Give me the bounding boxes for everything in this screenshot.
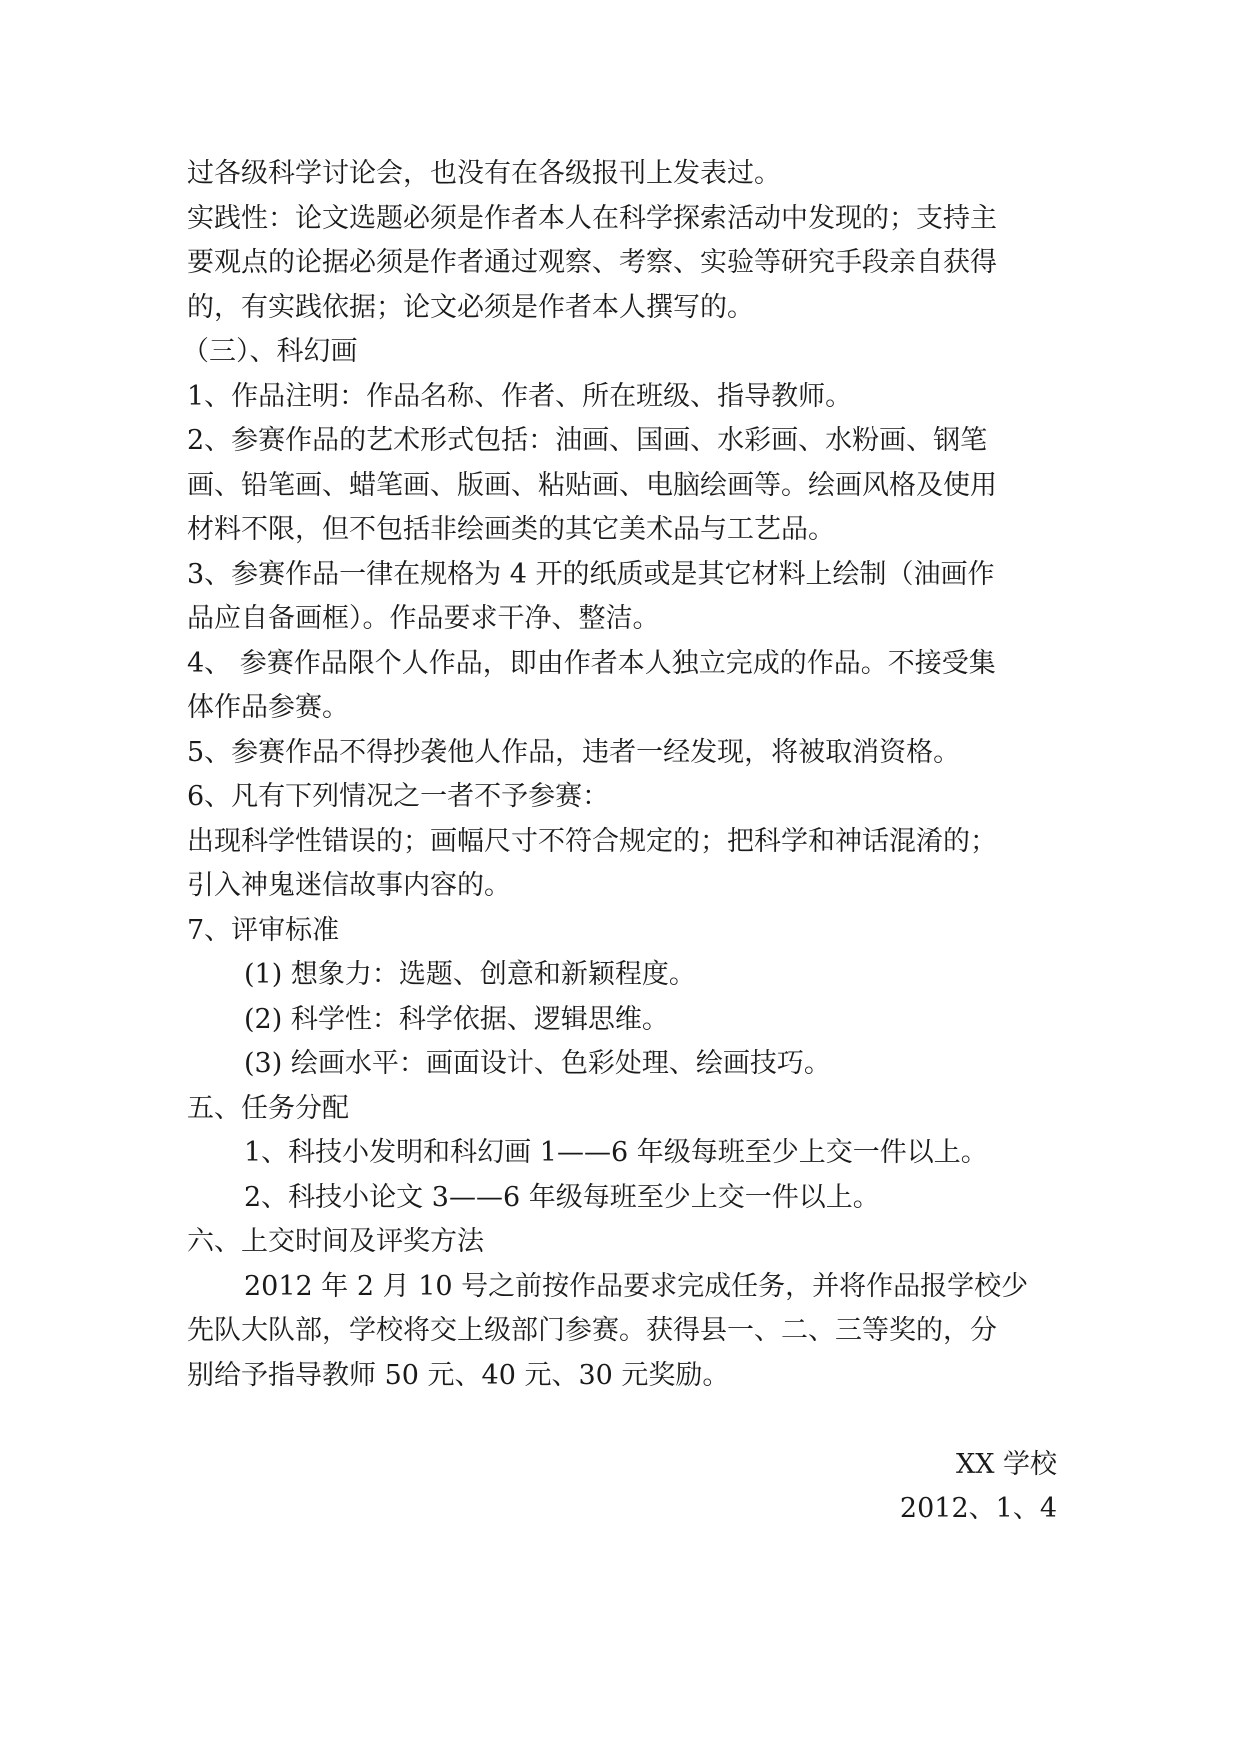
list-item: 3、参赛作品一律在规格为 4 开的纸质或是其它材料上绘制（油画作: [187, 558, 995, 590]
list-item: 4、 参赛作品限个人作品，即由作者本人独立完成的作品。不接受集: [187, 647, 996, 679]
list-item: 2、参赛作品的艺术形式包括：油画、国画、水彩画、水粉画、钢笔: [187, 425, 988, 456]
section-heading-sci-fi-painting: （三）、科幻画: [182, 336, 358, 367]
section-heading-submission: 六、上交时间及评奖方法: [187, 1226, 484, 1257]
paragraph-line: 过各级科学讨论会，也没有在各级报刊上发表过。: [187, 158, 781, 189]
paragraph-line: 的，有实践依据；论文必须是作者本人撰写的。: [187, 291, 754, 323]
list-item: 7、评审标准: [187, 914, 340, 946]
paragraph-line: 体作品参赛。: [187, 692, 349, 723]
list-item: 2、科技小论文 3——6 年级每班至少上交一件以上。: [244, 1181, 880, 1213]
signature-school: XX 学校: [955, 1448, 1057, 1480]
section-heading-task-assignment: 五、任务分配: [187, 1092, 349, 1124]
paragraph-line: 要观点的论据必须是作者通过观察、考察、实验等研究手段亲自获得: [187, 247, 997, 278]
paragraph-line: 品应自备画框）。作品要求干净、整洁。: [187, 603, 660, 634]
paragraph-line: 先队大队部，学校将交上级部门参赛。获得县一、二、三等奖的，分: [187, 1315, 997, 1346]
list-item: 6、凡有下列情况之一者不予参赛：: [187, 781, 610, 812]
list-item: 5、参赛作品不得抄袭他人作品，违者一经发现，将被取消资格。: [187, 736, 961, 768]
criteria-item: (2) 科学性：科学依据、逻辑思维。: [244, 1003, 669, 1035]
paragraph-line: 材料不限，但不包括非绘画类的其它美术品与工艺品。: [187, 514, 835, 545]
paragraph-line: 画、铅笔画、蜡笔画、版画、粘贴画、电脑绘画等。绘画风格及使用: [187, 469, 997, 501]
paragraph-line: 实践性：论文选题必须是作者本人在科学探索活动中发现的；支持主: [187, 202, 997, 234]
criteria-item: (1) 想象力：选题、创意和新颖程度。: [244, 959, 696, 990]
paragraph-line: 别给予指导教师 50 元、40 元、30 元奖励。: [187, 1359, 730, 1391]
blank-line: [187, 1398, 1057, 1443]
signature-date: 2012、1、4: [899, 1493, 1057, 1524]
criteria-item: (3) 绘画水平：画面设计、色彩处理、绘画技巧。: [244, 1048, 831, 1079]
list-item: 1、科技小发明和科幻画 1——6 年级每班至少上交一件以上。: [244, 1137, 988, 1168]
paragraph-line: 引入神鬼迷信故事内容的。: [187, 870, 511, 901]
list-item: 1、作品注明：作品名称、作者、所在班级、指导教师。: [187, 380, 853, 412]
document-body: [182, 152, 1057, 1532]
paragraph-line: 出现科学性错误的；画幅尺寸不符合规定的；把科学和神话混淆的；: [187, 825, 997, 857]
paragraph-line: 2012 年 2 月 10 号之前按作品要求完成任务，并将作品报学校少: [244, 1270, 1029, 1302]
